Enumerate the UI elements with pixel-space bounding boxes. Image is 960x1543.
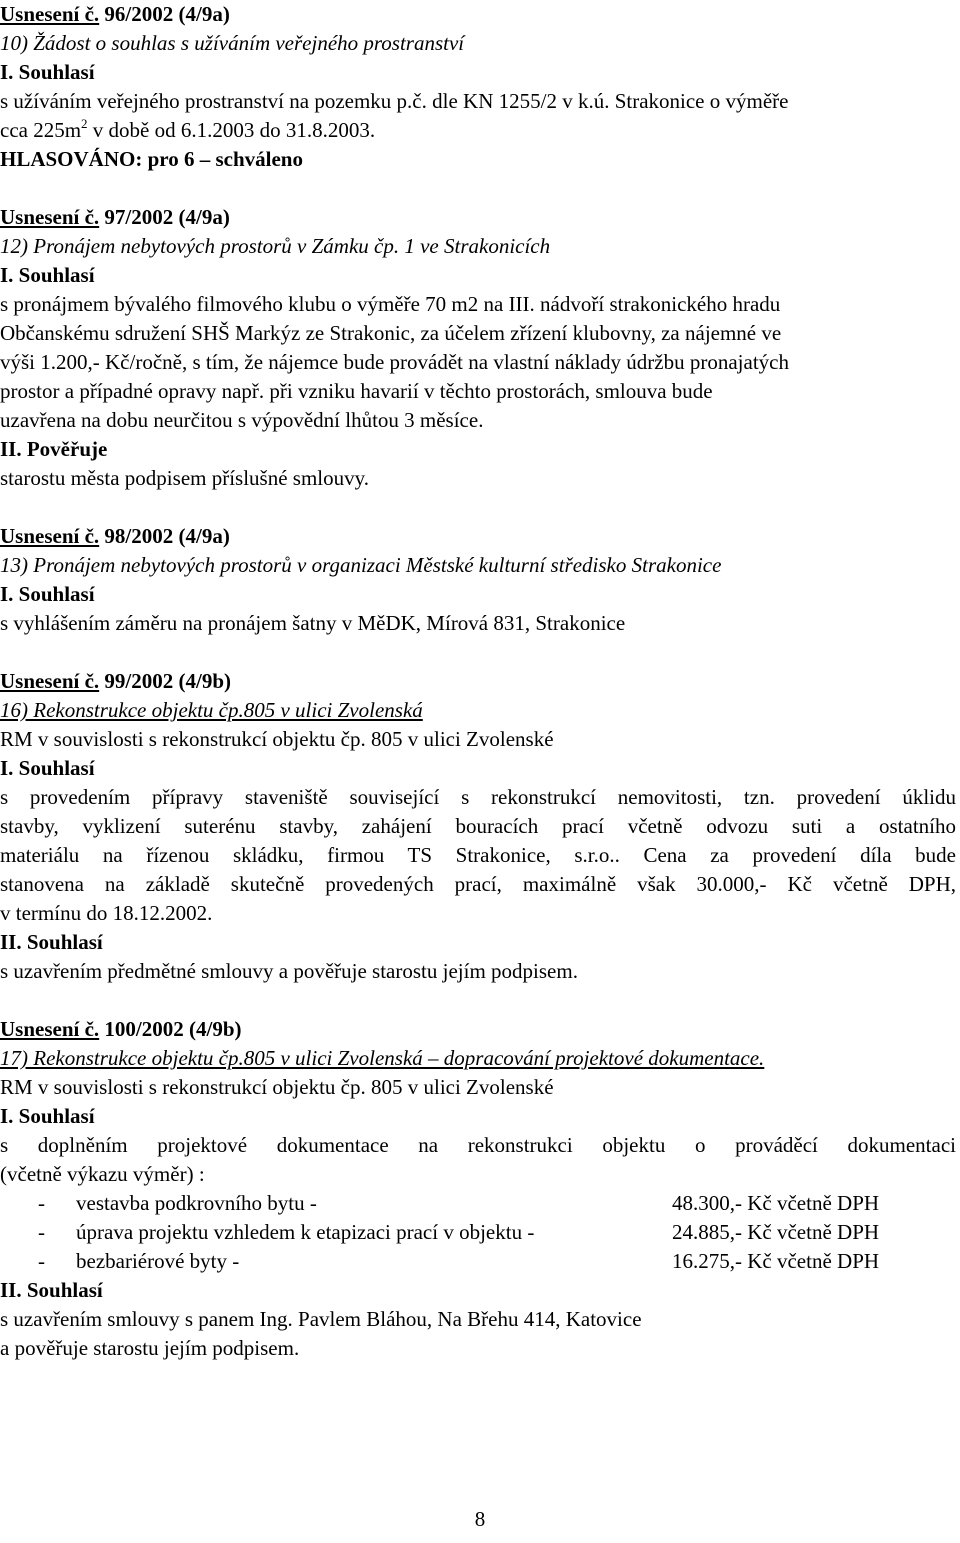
- resolution-100-section-2-title: II. Souhlasí: [0, 1278, 103, 1302]
- resolution-99-heading: [0, 667, 231, 696]
- resolution-100-intro: RM v souvislosti s rekonstrukcí objektu čp. 805 v ulici Zvolenské: [0, 1075, 554, 1099]
- resolution-99-text-line: v termínu do 18.12.2002.: [0, 901, 213, 925]
- resolution-98-heading: [0, 522, 230, 551]
- resolution-97-section-2-text: starostu města podpisem příslušné smlouvy.: [0, 466, 370, 490]
- resolution-99-section-2-text: s uzavřením předmětné smlouvy a pověřuje starostu jejím podpisem.: [0, 959, 578, 983]
- resolution-100-text-line: (včetně výkazu výměr) :: [0, 1162, 205, 1186]
- cost-item-row: [0, 1189, 960, 1218]
- resolution-ref: 97/2002 (4/9a): [99, 205, 230, 229]
- resolution-label: Usnesení č.: [0, 524, 100, 548]
- list-dash: -: [38, 1249, 45, 1273]
- resolution-ref: 96/2002 (4/9a): [99, 2, 230, 26]
- resolution-97-heading: [0, 203, 230, 232]
- resolution-label: Usnesení č.: [0, 1017, 100, 1041]
- resolution-ref: 98/2002 (4/9a): [99, 524, 230, 548]
- resolution-96-heading: [0, 0, 230, 29]
- resolution-96-text-line: cca $225m^2$ v době od 6.1.2003 do 31.8.2003.: [0, 116, 376, 142]
- resolution-99-text-line: s provedením přípravy staveniště související s rekonstrukcí nemovitosti, tzn. provedení úklidu: [0, 785, 956, 809]
- cost-item-label: vestavba podkrovního bytu -: [76, 1191, 317, 1215]
- resolution-100-text-line: s doplněním projektové dokumentace na rekonstrukci objektu o prováděcí dokumentaci: [0, 1133, 956, 1157]
- resolution-97-text-line: s pronájmem bývalého filmového klubu o výměře 70 m2 na III. nádvoří strakonického hradu: [0, 292, 781, 316]
- page-number: 8: [474, 1507, 486, 1531]
- resolution-ref: 99/2002 (4/9b): [99, 669, 232, 693]
- resolution-99-text-line: materiálu na řízenou skládku, firmou TS Strakonice, s.r.o.. Cena za provedení díla bude: [0, 843, 956, 867]
- cost-item-label: úprava projektu vzhledem k etapizaci prací v objektu -: [76, 1220, 535, 1244]
- cost-item-label: bezbariérové byty -: [76, 1249, 240, 1273]
- resolution-98-item: 13) Pronájem nebytových prostorů v organizaci Městské kulturní středisko Strakonice: [0, 553, 722, 577]
- resolution-97-section-2-title: II. Pověřuje: [0, 437, 108, 461]
- resolution-99-section-1-title: I. Souhlasí: [0, 756, 95, 780]
- resolution-label: Usnesení č.: [0, 205, 100, 229]
- resolution-100-section-2-text: s uzavřením smlouvy s panem Ing. Pavlem Bláhou, Na Břehu 414, Katovice: [0, 1307, 642, 1331]
- resolution-97-section-1-title: I. Souhlasí: [0, 263, 95, 287]
- resolution-97-text-line: Občanskému sdružení SHŠ Markýz ze Strakonic, za účelem zřízení klubovny, za nájemné ve: [0, 321, 782, 345]
- cost-item-row: [0, 1218, 960, 1247]
- resolution-100-section-1-title: I. Souhlasí: [0, 1104, 95, 1128]
- resolution-97-item: 12) Pronájem nebytových prostorů v Zámku čp. 1 ve Strakonicích: [0, 234, 551, 258]
- resolution-97-text-line: uzavřena na dobu neurčitou s výpovědní lhůtou 3 měsíce.: [0, 408, 484, 432]
- resolution-100-heading: [0, 1015, 242, 1044]
- resolution-label: Usnesení č.: [0, 2, 100, 26]
- list-dash: -: [38, 1191, 45, 1215]
- list-dash: -: [38, 1220, 45, 1244]
- cost-item-amount: 16.275,- Kč včetně DPH: [672, 1249, 880, 1273]
- resolution-96-text-line: s užíváním veřejného prostranství na pozemku p.č. dle KN 1255/2 v k.ú. Strakonice o výměře: [0, 89, 789, 113]
- resolution-99-item: 16) Rekonstrukce objektu čp.805 v ulici Zvolenská: [0, 698, 423, 722]
- cost-item-amount: 24.885,- Kč včetně DPH: [672, 1220, 880, 1244]
- resolution-98-section-1-title: I. Souhlasí: [0, 582, 95, 606]
- cost-item-row: [0, 1247, 960, 1276]
- resolution-97-text-line: prostor a případné opravy např. při vzniku havarií v těchto prostorách, smlouva bude: [0, 379, 713, 403]
- resolution-96-section-1-title: I. Souhlasí: [0, 60, 95, 84]
- cost-item-amount: 48.300,- Kč včetně DPH: [672, 1191, 880, 1215]
- resolution-98-text-line: s vyhlášením záměru na pronájem šatny v MěDK, Mírová 831, Strakonice: [0, 611, 626, 635]
- resolution-96-vote: HLASOVÁNO: pro 6 – schváleno: [0, 147, 303, 171]
- resolution-99-section-2-title: II. Souhlasí: [0, 930, 103, 954]
- resolution-96-item: 10) Žádost o souhlas s užíváním veřejného prostranství: [0, 31, 465, 55]
- resolution-99-text-line: stavby, vyklizení suterénu stavby, zahájení bouracích prací včetně odvozu suti a ostatního: [0, 814, 956, 838]
- resolution-99-text-line: stanovena na základě skutečně provedených prací, maximálně však 30.000,- Kč včetně DPH,: [0, 872, 956, 896]
- resolution-99-intro: RM v souvislosti s rekonstrukcí objektu čp. 805 v ulici Zvolenské: [0, 727, 554, 751]
- resolution-label: Usnesení č.: [0, 669, 100, 693]
- resolution-97-text-line: výši 1.200,- Kč/ročně, s tím, že nájemce bude provádět na vlastní náklady údržbu pronajatých: [0, 350, 789, 374]
- superscript: 2: [81, 116, 88, 131]
- resolution-100-section-2-text: a pověřuje starostu jejím podpisem.: [0, 1336, 300, 1360]
- resolution-100-item: 17) Rekonstrukce objektu čp.805 v ulici Zvolenská – dopracování projektové dokumentace.: [0, 1046, 765, 1070]
- resolution-ref: 100/2002 (4/9b): [99, 1017, 242, 1041]
